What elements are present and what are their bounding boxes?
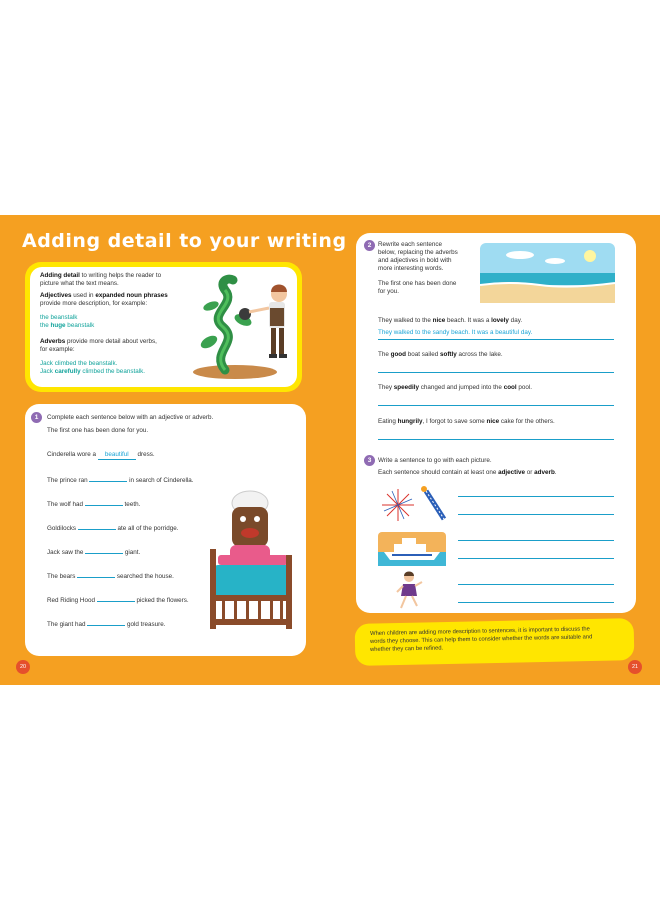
- info-line: Adjectives used in expanded noun phrases: [40, 292, 168, 299]
- answer-blank[interactable]: beautiful: [98, 451, 136, 460]
- parent-tip-line: words they choose. This can help them to consider whether the words are suitable and: [370, 634, 593, 645]
- sentence-rewrite-1-answer: They walked to the sandy beach. It was a beautiful day.: [378, 329, 533, 336]
- exercise-number-badge: 2: [364, 240, 375, 251]
- page-title: Adding detail to your writing: [22, 230, 347, 252]
- info-line: provide more description, for example:: [40, 300, 148, 307]
- answer-blank[interactable]: [78, 523, 116, 530]
- sentence-8: The giant had gold treasure.: [47, 621, 166, 628]
- giant-in-bed-illustration: [210, 485, 295, 633]
- sentence-6: The bears searched the house.: [47, 573, 174, 580]
- exercise-number-badge: 1: [31, 412, 42, 423]
- info-line: Adverbs provide more detail about verbs,: [40, 338, 157, 345]
- info-line: Adding detail to writing helps the reader to: [40, 272, 162, 279]
- exercise-note: The first one has been done: [378, 280, 457, 287]
- parent-tip-line: whether they can be refined.: [370, 645, 444, 653]
- answer-blank[interactable]: [87, 619, 125, 626]
- exercise-number-badge: 3: [364, 455, 375, 466]
- beach-picture: [480, 243, 615, 303]
- writing-line[interactable]: [458, 540, 614, 541]
- beanstalk-jack-illustration: [185, 272, 290, 382]
- answer-blank[interactable]: [85, 499, 123, 506]
- info-line: picture what the text means.: [40, 280, 119, 287]
- sentence-1: Cinderella wore a beautiful dress.: [47, 451, 155, 460]
- writing-line[interactable]: [378, 439, 614, 440]
- page-number-left: 20: [16, 660, 30, 674]
- exercise-instruction: Complete each sentence below with an adjective or adverb.: [47, 414, 214, 421]
- running-girl-picture: [395, 570, 425, 612]
- exercise-instruction: more interesting words.: [378, 265, 444, 272]
- example-line: Jack climbed the beanstalk.: [40, 360, 118, 367]
- cruise-ship-picture: [378, 532, 446, 566]
- sentence-rewrite-4: Eating hungrily, I forgot to save some nice cake for the others.: [378, 418, 555, 425]
- sentence-2: The prince ran in search of Cinderella.: [47, 477, 194, 484]
- sentence-rewrite-1: They walked to the nice beach. It was a lovely day.: [378, 317, 523, 324]
- exercise-note: The first one has been done for you.: [47, 427, 149, 434]
- parent-tip-line: When children are adding more description to sentences, it is important to discuss the: [370, 626, 590, 637]
- example-line: the beanstalk: [40, 314, 78, 321]
- sentence-rewrite-3: They speedily changed and jumped into the cool pool.: [378, 384, 533, 391]
- exercise-instruction: Write a sentence to go with each picture.: [378, 457, 492, 464]
- info-line: for example:: [40, 346, 75, 353]
- writing-line[interactable]: [458, 514, 614, 515]
- sentence-5: Jack saw the giant.: [47, 549, 141, 556]
- writing-line[interactable]: [378, 372, 614, 373]
- sentence-7: Red Riding Hood picked the flowers.: [47, 597, 189, 604]
- answer-blank[interactable]: [77, 571, 115, 578]
- writing-line[interactable]: [378, 405, 614, 406]
- writing-line[interactable]: [458, 602, 614, 603]
- sentence-rewrite-2: The good boat sailed softly across the lake.: [378, 351, 503, 358]
- exercise-instruction: Rewrite each sentence: [378, 241, 443, 248]
- writing-line[interactable]: [458, 584, 614, 585]
- sentence-3: The wolf had teeth.: [47, 501, 141, 508]
- exercise-note: for you.: [378, 288, 399, 295]
- page-number-right: 21: [628, 660, 642, 674]
- exercise-instruction: and adjectives in bold with: [378, 257, 452, 264]
- example-line: the huge beanstalk: [40, 322, 95, 329]
- sentence-4: Goldilocks ate all of the porridge.: [47, 525, 179, 532]
- example-line: Jack carefully climbed the beanstalk.: [40, 368, 146, 375]
- writing-line[interactable]: [378, 339, 614, 340]
- exercise-instruction: below, replacing the adverbs: [378, 249, 458, 256]
- writing-line[interactable]: [458, 558, 614, 559]
- exercise-note: Each sentence should contain at least one adjective or adverb.: [378, 469, 557, 476]
- writing-line[interactable]: [458, 496, 614, 497]
- answer-blank[interactable]: [97, 595, 135, 602]
- answer-blank[interactable]: [89, 475, 127, 482]
- fireworks-picture: [378, 485, 450, 525]
- answer-blank[interactable]: [85, 547, 123, 554]
